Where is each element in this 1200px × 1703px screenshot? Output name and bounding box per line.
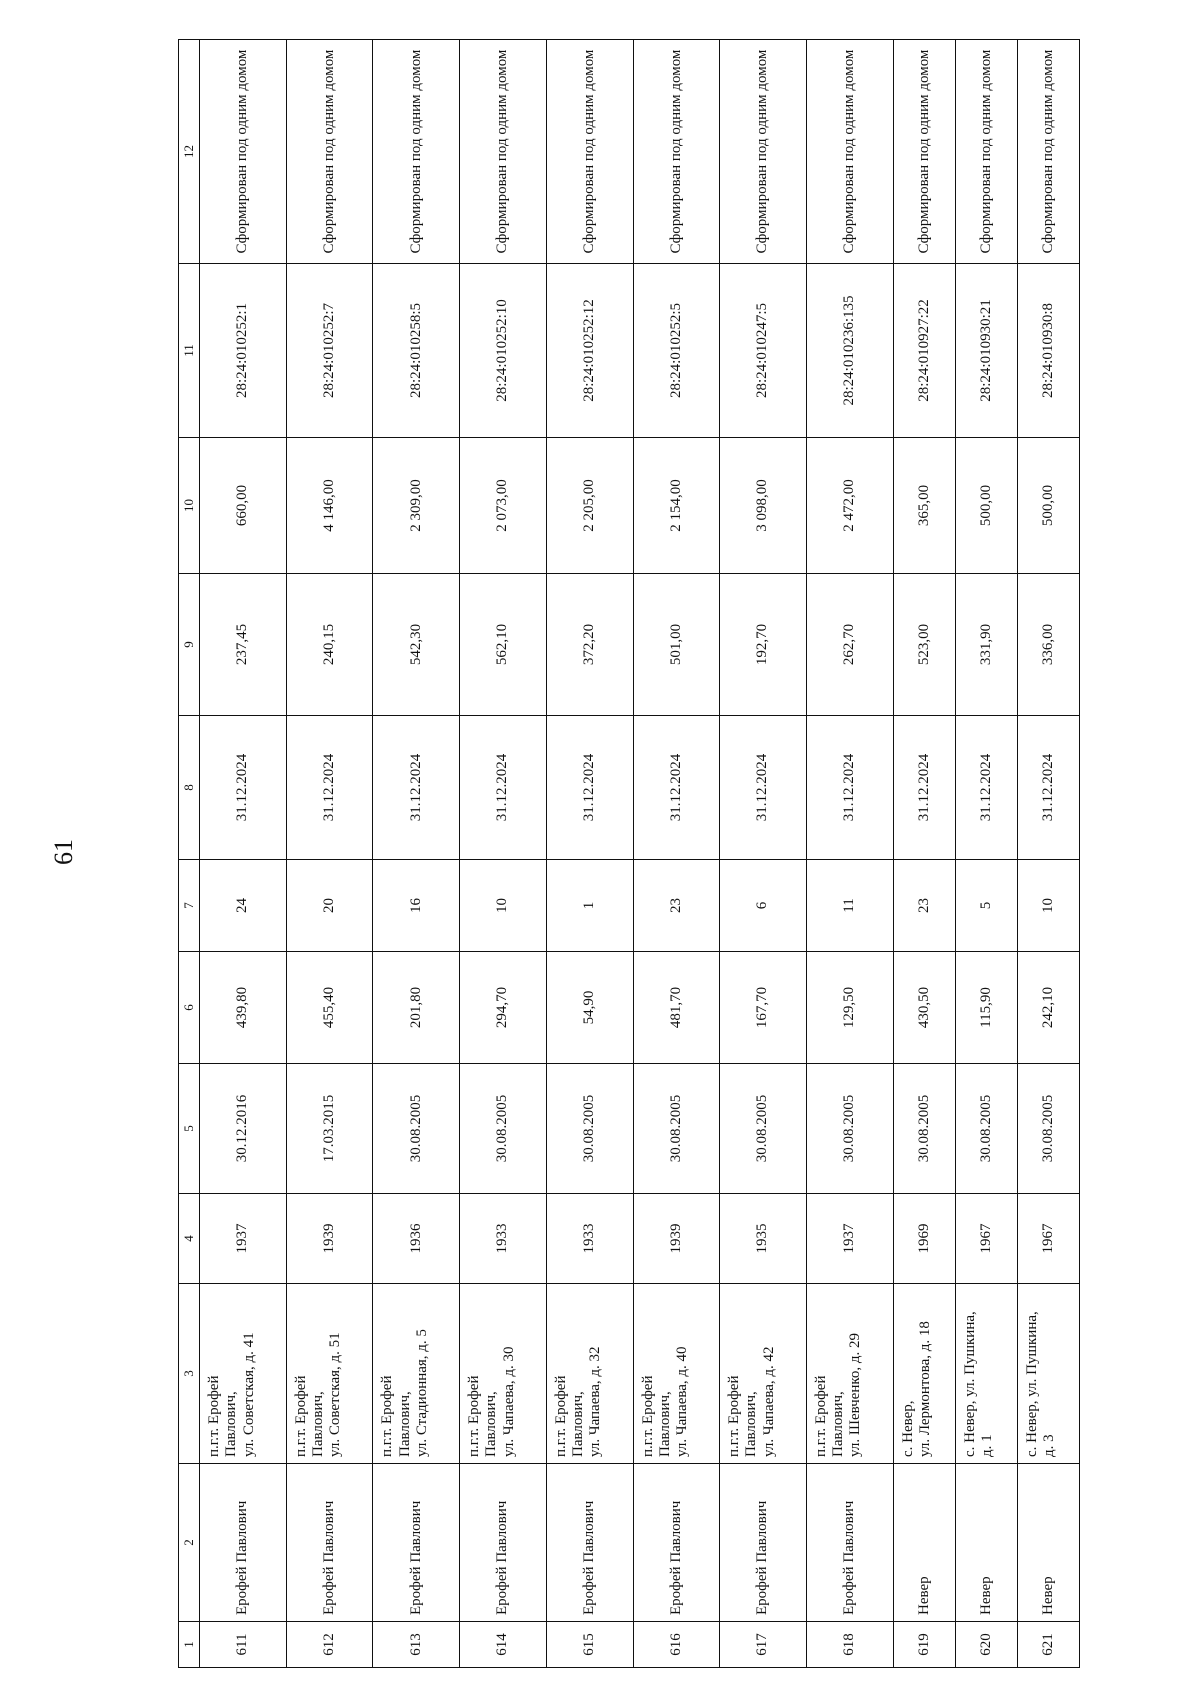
column-number: 2 [179, 1464, 200, 1622]
address-line: с. Невер, ул. Пушкина, [1023, 1311, 1040, 1457]
value-cell: 501,00 [633, 574, 720, 716]
row-number-cell: 621 [1017, 1622, 1079, 1668]
table-row [633, 40, 720, 1668]
date-cell: 30.12.2016 [200, 1064, 287, 1194]
land-area-cell: 500,00 [955, 438, 1017, 574]
row-number-cell: 615 [546, 1622, 633, 1668]
table-row [546, 40, 633, 1668]
year-built-cell: 1969 [893, 1194, 955, 1284]
residents-count-cell: 23 [893, 860, 955, 952]
address-line: ул. Советская, д. 41 [240, 1332, 257, 1457]
residents-count-cell: 11 [806, 860, 893, 952]
column-number: 1 [179, 1622, 200, 1668]
address-line: Павлович, [743, 1391, 760, 1457]
deadline-cell: 31.12.2024 [806, 716, 893, 860]
area-cell: 242,10 [1017, 952, 1079, 1064]
deadline-cell: 31.12.2024 [633, 716, 720, 860]
address-line: ул. Советская, д. 51 [327, 1332, 344, 1457]
table-row [1017, 40, 1079, 1668]
area-cell: 430,50 [893, 952, 955, 1064]
settlement-cell: Невер [893, 1464, 955, 1622]
value-cell: 336,00 [1017, 574, 1079, 716]
column-number: 3 [179, 1284, 200, 1464]
status-cell: Сформирован под одним домом [633, 40, 720, 264]
address-line: п.г.т. Ерофей [466, 1375, 483, 1457]
address-line: п.г.т. Ерофей [812, 1375, 829, 1457]
address-line: ул. Лермонтова, д. 18 [916, 1321, 933, 1457]
residents-count-cell: 10 [1017, 860, 1079, 952]
settlement-cell: Невер [955, 1464, 1017, 1622]
status-cell: Сформирован под одним домом [286, 40, 373, 264]
address-line: д. 3 [1041, 1434, 1058, 1457]
year-built-cell: 1939 [633, 1194, 720, 1284]
table-row [720, 40, 807, 1668]
year-built-cell: 1967 [955, 1194, 1017, 1284]
date-cell: 30.08.2005 [893, 1064, 955, 1194]
table-row [806, 40, 893, 1668]
status-cell: Сформирован под одним домом [373, 40, 460, 264]
deadline-cell: 31.12.2024 [720, 716, 807, 860]
column-number: 9 [179, 574, 200, 716]
land-area-cell: 2 309,00 [373, 438, 460, 574]
land-area-cell: 2 073,00 [460, 438, 547, 574]
deadline-cell: 31.12.2024 [286, 716, 373, 860]
land-area-cell: 365,00 [893, 438, 955, 574]
settlement-cell: Невер [1017, 1464, 1079, 1622]
deadline-cell: 31.12.2024 [200, 716, 287, 860]
status-cell: Сформирован под одним домом [720, 40, 807, 264]
year-built-cell: 1967 [1017, 1194, 1079, 1284]
column-number: 6 [179, 952, 200, 1064]
address-line: с. Невер, [899, 1400, 916, 1457]
cadastral-number-cell: 28:24:010927:22 [893, 264, 955, 438]
deadline-cell: 31.12.2024 [373, 716, 460, 860]
deadline-cell: 31.12.2024 [955, 716, 1017, 860]
cadastral-number-cell: 28:24:010252:10 [460, 264, 547, 438]
column-number-row [179, 40, 200, 1668]
column-number: 4 [179, 1194, 200, 1284]
date-cell: 30.08.2005 [546, 1064, 633, 1194]
settlement-cell: Ерофей Павлович [546, 1464, 633, 1622]
address-line: ул. Чапаева, д. 42 [760, 1346, 777, 1457]
cadastral-number-cell: 28:24:010252:7 [286, 264, 373, 438]
table-row [373, 40, 460, 1668]
area-cell: 439,80 [200, 952, 287, 1064]
land-area-cell: 2 472,00 [806, 438, 893, 574]
column-number: 7 [179, 860, 200, 952]
row-number-cell: 617 [720, 1622, 807, 1668]
address-line: п.г.т. Ерофей [292, 1375, 309, 1457]
address-cell [460, 1284, 547, 1464]
area-cell: 481,70 [633, 952, 720, 1064]
column-number: 5 [179, 1064, 200, 1194]
settlement-cell: Ерофей Павлович [200, 1464, 287, 1622]
deadline-cell: 31.12.2024 [893, 716, 955, 860]
status-cell: Сформирован под одним домом [1017, 40, 1079, 264]
row-number-cell: 618 [806, 1622, 893, 1668]
address-cell [200, 1284, 287, 1464]
residents-count-cell: 20 [286, 860, 373, 952]
cadastral-number-cell: 28:24:010258:5 [373, 264, 460, 438]
address-line: д. 1 [978, 1434, 995, 1457]
year-built-cell: 1937 [200, 1194, 287, 1284]
table-row [955, 40, 1017, 1668]
address-line: ул. Стадионная, д. 5 [413, 1329, 430, 1457]
residents-count-cell: 24 [200, 860, 287, 952]
table-row [460, 40, 547, 1668]
year-built-cell: 1935 [720, 1194, 807, 1284]
status-cell: Сформирован под одним домом [955, 40, 1017, 264]
address-cell [286, 1284, 373, 1464]
value-cell: 240,15 [286, 574, 373, 716]
address-line: п.г.т. Ерофей [639, 1375, 656, 1457]
date-cell: 30.08.2005 [633, 1064, 720, 1194]
address-line: Павлович, [656, 1391, 673, 1457]
table-row [286, 40, 373, 1668]
cadastral-number-cell: 28:24:010930:21 [955, 264, 1017, 438]
address-line: п.г.т. Ерофей [726, 1375, 743, 1457]
status-cell: Сформирован под одним домом [200, 40, 287, 264]
settlement-cell: Ерофей Павлович [720, 1464, 807, 1622]
area-cell: 201,80 [373, 952, 460, 1064]
address-cell [806, 1284, 893, 1464]
address-cell [373, 1284, 460, 1464]
value-cell: 262,70 [806, 574, 893, 716]
address-cell [1017, 1284, 1079, 1464]
table-body [179, 40, 1080, 1668]
value-cell: 331,90 [955, 574, 1017, 716]
address-line: Павлович, [570, 1391, 587, 1457]
address-line: ул. Чапаева, д. 32 [587, 1346, 604, 1457]
status-cell: Сформирован под одним домом [460, 40, 547, 264]
value-cell: 372,20 [546, 574, 633, 716]
settlement-cell: Ерофей Павлович [633, 1464, 720, 1622]
residents-count-cell: 23 [633, 860, 720, 952]
cadastral-number-cell: 28:24:010930:8 [1017, 264, 1079, 438]
address-line: ул. Чапаева, д. 30 [500, 1346, 517, 1457]
page-number: 61 [49, 839, 78, 865]
cadastral-number-cell: 28:24:010252:5 [633, 264, 720, 438]
address-line: п.г.т. Ерофей [206, 1375, 222, 1457]
cadastral-number-cell: 28:24:010247:5 [720, 264, 807, 438]
land-area-cell: 4 146,00 [286, 438, 373, 574]
year-built-cell: 1933 [546, 1194, 633, 1284]
row-number-cell: 619 [893, 1622, 955, 1668]
settlement-cell: Ерофей Павлович [286, 1464, 373, 1622]
residents-count-cell: 10 [460, 860, 547, 952]
column-number: 12 [179, 40, 200, 264]
housing-register-table [178, 39, 1080, 1668]
value-cell: 523,00 [893, 574, 955, 716]
residents-count-cell: 6 [720, 860, 807, 952]
address-cell [720, 1284, 807, 1464]
land-area-cell: 660,00 [200, 438, 287, 574]
deadline-cell: 31.12.2024 [460, 716, 547, 860]
settlement-cell: Ерофей Павлович [460, 1464, 547, 1622]
rotated-table-frame [178, 40, 1080, 1668]
date-cell: 17.03.2015 [286, 1064, 373, 1194]
land-area-cell: 2 154,00 [633, 438, 720, 574]
row-number-cell: 613 [373, 1622, 460, 1668]
year-built-cell: 1936 [373, 1194, 460, 1284]
address-cell [633, 1284, 720, 1464]
area-cell: 115,90 [955, 952, 1017, 1064]
area-cell: 129,50 [806, 952, 893, 1064]
date-cell: 30.08.2005 [955, 1064, 1017, 1194]
year-built-cell: 1937 [806, 1194, 893, 1284]
date-cell: 30.08.2005 [806, 1064, 893, 1194]
table-row [200, 40, 287, 1668]
address-line: Павлович, [396, 1391, 413, 1457]
cadastral-number-cell: 28:24:010252:1 [200, 264, 287, 438]
year-built-cell: 1939 [286, 1194, 373, 1284]
address-line: Павлович, [223, 1391, 240, 1457]
status-cell: Сформирован под одним домом [893, 40, 955, 264]
address-cell [546, 1284, 633, 1464]
address-line: Павлович, [309, 1391, 326, 1457]
area-cell: 294,70 [460, 952, 547, 1064]
year-built-cell: 1933 [460, 1194, 547, 1284]
address-line: ул. Чапаева, д. 40 [674, 1346, 691, 1457]
row-number-cell: 612 [286, 1622, 373, 1668]
area-cell: 54,90 [546, 952, 633, 1064]
value-cell: 192,70 [720, 574, 807, 716]
date-cell: 30.08.2005 [373, 1064, 460, 1194]
deadline-cell: 31.12.2024 [1017, 716, 1079, 860]
settlement-cell: Ерофей Павлович [373, 1464, 460, 1622]
address-line: с. Невер, ул. Пушкина, [961, 1311, 978, 1457]
address-line: ул. Шевченко, д. 29 [847, 1332, 864, 1457]
land-area-cell: 500,00 [1017, 438, 1079, 574]
status-cell: Сформирован под одним домом [806, 40, 893, 264]
value-cell: 542,30 [373, 574, 460, 716]
address-line: п.г.т. Ерофей [552, 1375, 569, 1457]
column-number: 10 [179, 438, 200, 574]
row-number-cell: 614 [460, 1622, 547, 1668]
land-area-cell: 3 098,00 [720, 438, 807, 574]
value-cell: 562,10 [460, 574, 547, 716]
row-number-cell: 616 [633, 1622, 720, 1668]
row-number-cell: 620 [955, 1622, 1017, 1668]
column-number: 8 [179, 716, 200, 860]
value-cell: 237,45 [200, 574, 287, 716]
address-line: Павлович, [830, 1391, 847, 1457]
cadastral-number-cell: 28:24:010252:12 [546, 264, 633, 438]
status-cell: Сформирован под одним домом [546, 40, 633, 264]
address-line: Павлович, [483, 1391, 500, 1457]
land-area-cell: 2 205,00 [546, 438, 633, 574]
row-number-cell: 611 [200, 1622, 287, 1668]
area-cell: 167,70 [720, 952, 807, 1064]
date-cell: 30.08.2005 [1017, 1064, 1079, 1194]
cadastral-number-cell: 28:24:010236:135 [806, 264, 893, 438]
date-cell: 30.08.2005 [720, 1064, 807, 1194]
table-row [893, 40, 955, 1668]
residents-count-cell: 1 [546, 860, 633, 952]
address-line: п.г.т. Ерофей [379, 1375, 396, 1457]
residents-count-cell: 16 [373, 860, 460, 952]
column-number: 11 [179, 264, 200, 438]
date-cell: 30.08.2005 [460, 1064, 547, 1194]
area-cell: 455,40 [286, 952, 373, 1064]
settlement-cell: Ерофей Павлович [806, 1464, 893, 1622]
deadline-cell: 31.12.2024 [546, 716, 633, 860]
address-cell [955, 1284, 1017, 1464]
residents-count-cell: 5 [955, 860, 1017, 952]
address-cell [893, 1284, 955, 1464]
